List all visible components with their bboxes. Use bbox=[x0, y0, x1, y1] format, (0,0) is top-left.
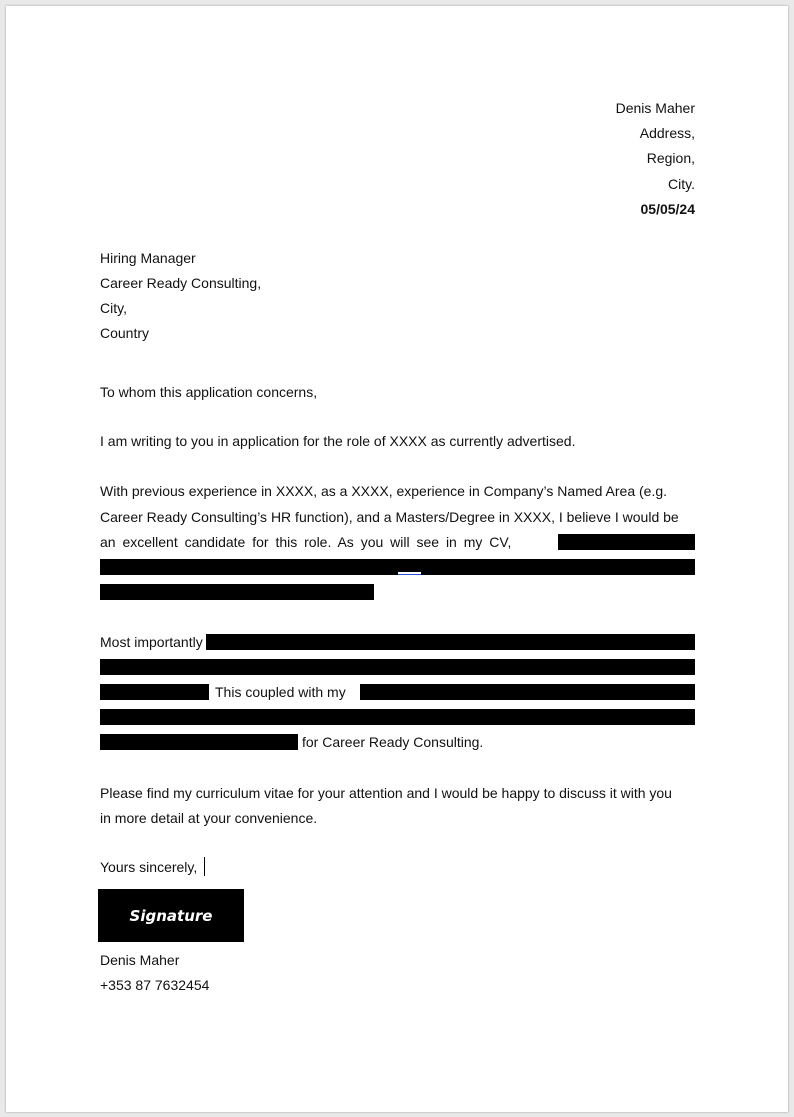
text-cursor bbox=[204, 857, 205, 876]
recipient-country: Country bbox=[100, 325, 150, 341]
recipient-company: Career Ready Consulting, bbox=[100, 275, 262, 291]
closing-phrase: Yours sincerely, bbox=[100, 859, 198, 875]
recipient-title: Hiring Manager bbox=[100, 250, 196, 266]
paragraph-experience-line-3: an excellent candidate for this role. As you will see in my CV, bbox=[100, 534, 512, 550]
redaction-block bbox=[558, 534, 695, 550]
paragraph-experience-line-2: Career Ready Consulting’s HR function), and a Masters/Degree in XXXX, I believe I would be bbox=[100, 509, 679, 525]
recipient-city: City, bbox=[100, 300, 127, 316]
paragraph-experience-line-1: With previous experience in XXXX, as a XXXX, experience in Company’s Named Area (e.g. bbox=[100, 483, 668, 499]
paragraph-intro: I am writing to you in application for the role of XXXX as currently advertised. bbox=[100, 433, 576, 449]
paragraph-highlights-middle: This coupled with my bbox=[215, 684, 346, 700]
paragraph-closing-line-2: in more detail at your convenience. bbox=[100, 810, 318, 826]
redaction-block bbox=[100, 659, 695, 675]
paragraph-highlights-end: for Career Ready Consulting. bbox=[302, 734, 484, 750]
redaction-block bbox=[100, 684, 209, 700]
redaction-block bbox=[206, 634, 695, 650]
paragraph-highlights-start: Most importantly bbox=[100, 634, 203, 650]
signature-box bbox=[98, 889, 244, 942]
redaction-block bbox=[100, 584, 374, 600]
redaction-block bbox=[360, 684, 695, 700]
sender-name: Denis Maher bbox=[615, 100, 695, 116]
salutation: To whom this application concerns, bbox=[100, 384, 318, 400]
sender-city: City. bbox=[668, 176, 695, 192]
redaction-block bbox=[100, 734, 298, 750]
signer-name: Denis Maher bbox=[100, 952, 180, 968]
hyperlink-underline[interactable] bbox=[398, 574, 421, 575]
letter-date: 05/05/24 bbox=[640, 201, 695, 217]
sender-address: Address, bbox=[639, 125, 695, 141]
paragraph-closing-line-1: Please find my curriculum vitae for your attention and I would be happy to discuss it with you bbox=[100, 785, 672, 801]
signer-phone: +353 87 7632454 bbox=[100, 977, 210, 993]
redaction-block bbox=[100, 709, 695, 725]
sender-region: Region, bbox=[646, 150, 695, 166]
signature-label: Signature bbox=[129, 906, 213, 925]
document-page bbox=[6, 6, 788, 1112]
